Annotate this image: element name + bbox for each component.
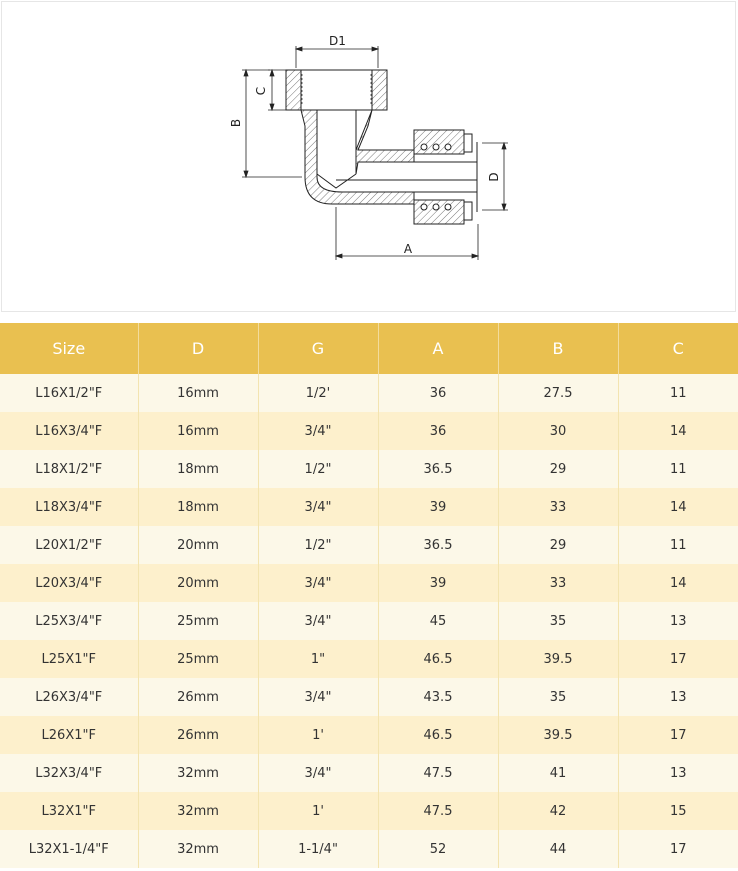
cell-size: L16X1/2"F bbox=[0, 374, 138, 412]
cell-g: 3/4" bbox=[258, 678, 378, 716]
cell-c: 15 bbox=[618, 792, 738, 830]
table-row bbox=[0, 716, 738, 754]
table-row bbox=[0, 564, 738, 602]
cell-g: 1" bbox=[258, 640, 378, 678]
cell-size: L25X3/4"F bbox=[0, 602, 138, 640]
cell-c: 17 bbox=[618, 640, 738, 678]
cell-b: 42 bbox=[498, 792, 618, 830]
cell-a: 39 bbox=[378, 488, 498, 526]
table-row bbox=[0, 754, 738, 792]
cell-g: 1' bbox=[258, 716, 378, 754]
table-body bbox=[0, 374, 738, 868]
cell-b: 33 bbox=[498, 564, 618, 602]
dim-label-c: C bbox=[254, 86, 268, 96]
cell-g: 1/2' bbox=[258, 374, 378, 412]
cell-b: 33 bbox=[498, 488, 618, 526]
table-row bbox=[0, 412, 738, 450]
cell-d: 32mm bbox=[138, 792, 258, 830]
cell-size: L25X1"F bbox=[0, 640, 138, 678]
cell-a: 36.5 bbox=[378, 450, 498, 488]
cell-size: L32X3/4"F bbox=[0, 754, 138, 792]
table-row bbox=[0, 450, 738, 488]
cell-d: 25mm bbox=[138, 602, 258, 640]
table-row bbox=[0, 602, 738, 640]
cell-a: 47.5 bbox=[378, 754, 498, 792]
cell-a: 52 bbox=[378, 830, 498, 868]
cell-b: 44 bbox=[498, 830, 618, 868]
table-row bbox=[0, 830, 738, 868]
specification-table bbox=[0, 323, 738, 868]
cell-c: 11 bbox=[618, 450, 738, 488]
cell-a: 45 bbox=[378, 602, 498, 640]
cell-d: 26mm bbox=[138, 716, 258, 754]
cell-d: 20mm bbox=[138, 526, 258, 564]
cell-c: 14 bbox=[618, 488, 738, 526]
cell-g: 3/4" bbox=[258, 412, 378, 450]
table-row bbox=[0, 488, 738, 526]
cell-d: 25mm bbox=[138, 640, 258, 678]
cell-a: 47.5 bbox=[378, 792, 498, 830]
table-row bbox=[0, 678, 738, 716]
cell-size: L32X1-1/4"F bbox=[0, 830, 138, 868]
table-header-row bbox=[0, 323, 738, 374]
cell-b: 29 bbox=[498, 526, 618, 564]
dim-label-b: B bbox=[229, 118, 243, 128]
column-header-a: A bbox=[378, 323, 498, 374]
cell-g: 1-1/4" bbox=[258, 830, 378, 868]
cell-a: 43.5 bbox=[378, 678, 498, 716]
cell-g: 1/2" bbox=[258, 526, 378, 564]
cell-c: 17 bbox=[618, 830, 738, 868]
cell-b: 39.5 bbox=[498, 716, 618, 754]
column-header-size: Size bbox=[0, 323, 138, 374]
cell-a: 39 bbox=[378, 564, 498, 602]
cell-size: L16X3/4"F bbox=[0, 412, 138, 450]
cell-b: 39.5 bbox=[498, 640, 618, 678]
cell-g: 3/4" bbox=[258, 754, 378, 792]
cell-a: 36 bbox=[378, 374, 498, 412]
column-header-g: G bbox=[258, 323, 378, 374]
cell-c: 13 bbox=[618, 678, 738, 716]
cell-size: L20X1/2"F bbox=[0, 526, 138, 564]
cell-g: 1' bbox=[258, 792, 378, 830]
cell-g: 1/2" bbox=[258, 450, 378, 488]
dim-label-d1: D1 bbox=[329, 34, 346, 48]
cell-size: L20X3/4"F bbox=[0, 564, 138, 602]
elbow-fitting-diagram bbox=[2, 2, 737, 313]
cell-d: 32mm bbox=[138, 754, 258, 792]
cell-c: 13 bbox=[618, 754, 738, 792]
cell-d: 16mm bbox=[138, 374, 258, 412]
cell-c: 14 bbox=[618, 564, 738, 602]
cell-c: 11 bbox=[618, 526, 738, 564]
cell-b: 41 bbox=[498, 754, 618, 792]
cell-a: 46.5 bbox=[378, 640, 498, 678]
cell-g: 3/4" bbox=[258, 564, 378, 602]
table-row bbox=[0, 792, 738, 830]
cell-size: L26X1"F bbox=[0, 716, 138, 754]
cell-d: 18mm bbox=[138, 450, 258, 488]
cell-d: 18mm bbox=[138, 488, 258, 526]
cell-c: 17 bbox=[618, 716, 738, 754]
cell-a: 36 bbox=[378, 412, 498, 450]
cell-d: 32mm bbox=[138, 830, 258, 868]
dim-label-d: D bbox=[487, 172, 501, 182]
cell-a: 46.5 bbox=[378, 716, 498, 754]
cell-size: L26X3/4"F bbox=[0, 678, 138, 716]
cell-b: 27.5 bbox=[498, 374, 618, 412]
cell-g: 3/4" bbox=[258, 488, 378, 526]
cell-b: 35 bbox=[498, 602, 618, 640]
cell-size: L18X3/4"F bbox=[0, 488, 138, 526]
cell-b: 30 bbox=[498, 412, 618, 450]
column-header-d: D bbox=[138, 323, 258, 374]
column-header-c: C bbox=[618, 323, 738, 374]
cell-size: L32X1"F bbox=[0, 792, 138, 830]
technical-drawing bbox=[1, 1, 736, 312]
dim-label-a: A bbox=[403, 242, 413, 256]
table-row bbox=[0, 374, 738, 412]
elbow-body bbox=[301, 110, 477, 204]
cell-c: 14 bbox=[618, 412, 738, 450]
cell-d: 16mm bbox=[138, 412, 258, 450]
table-row bbox=[0, 526, 738, 564]
cell-a: 36.5 bbox=[378, 526, 498, 564]
cell-size: L18X1/2"F bbox=[0, 450, 138, 488]
cell-d: 26mm bbox=[138, 678, 258, 716]
table-row bbox=[0, 640, 738, 678]
cell-b: 29 bbox=[498, 450, 618, 488]
cell-b: 35 bbox=[498, 678, 618, 716]
column-header-b: B bbox=[498, 323, 618, 374]
cell-c: 11 bbox=[618, 374, 738, 412]
compression-nut bbox=[414, 130, 477, 224]
female-thread-socket bbox=[286, 70, 387, 110]
cell-c: 13 bbox=[618, 602, 738, 640]
cell-d: 20mm bbox=[138, 564, 258, 602]
cell-g: 3/4" bbox=[258, 602, 378, 640]
